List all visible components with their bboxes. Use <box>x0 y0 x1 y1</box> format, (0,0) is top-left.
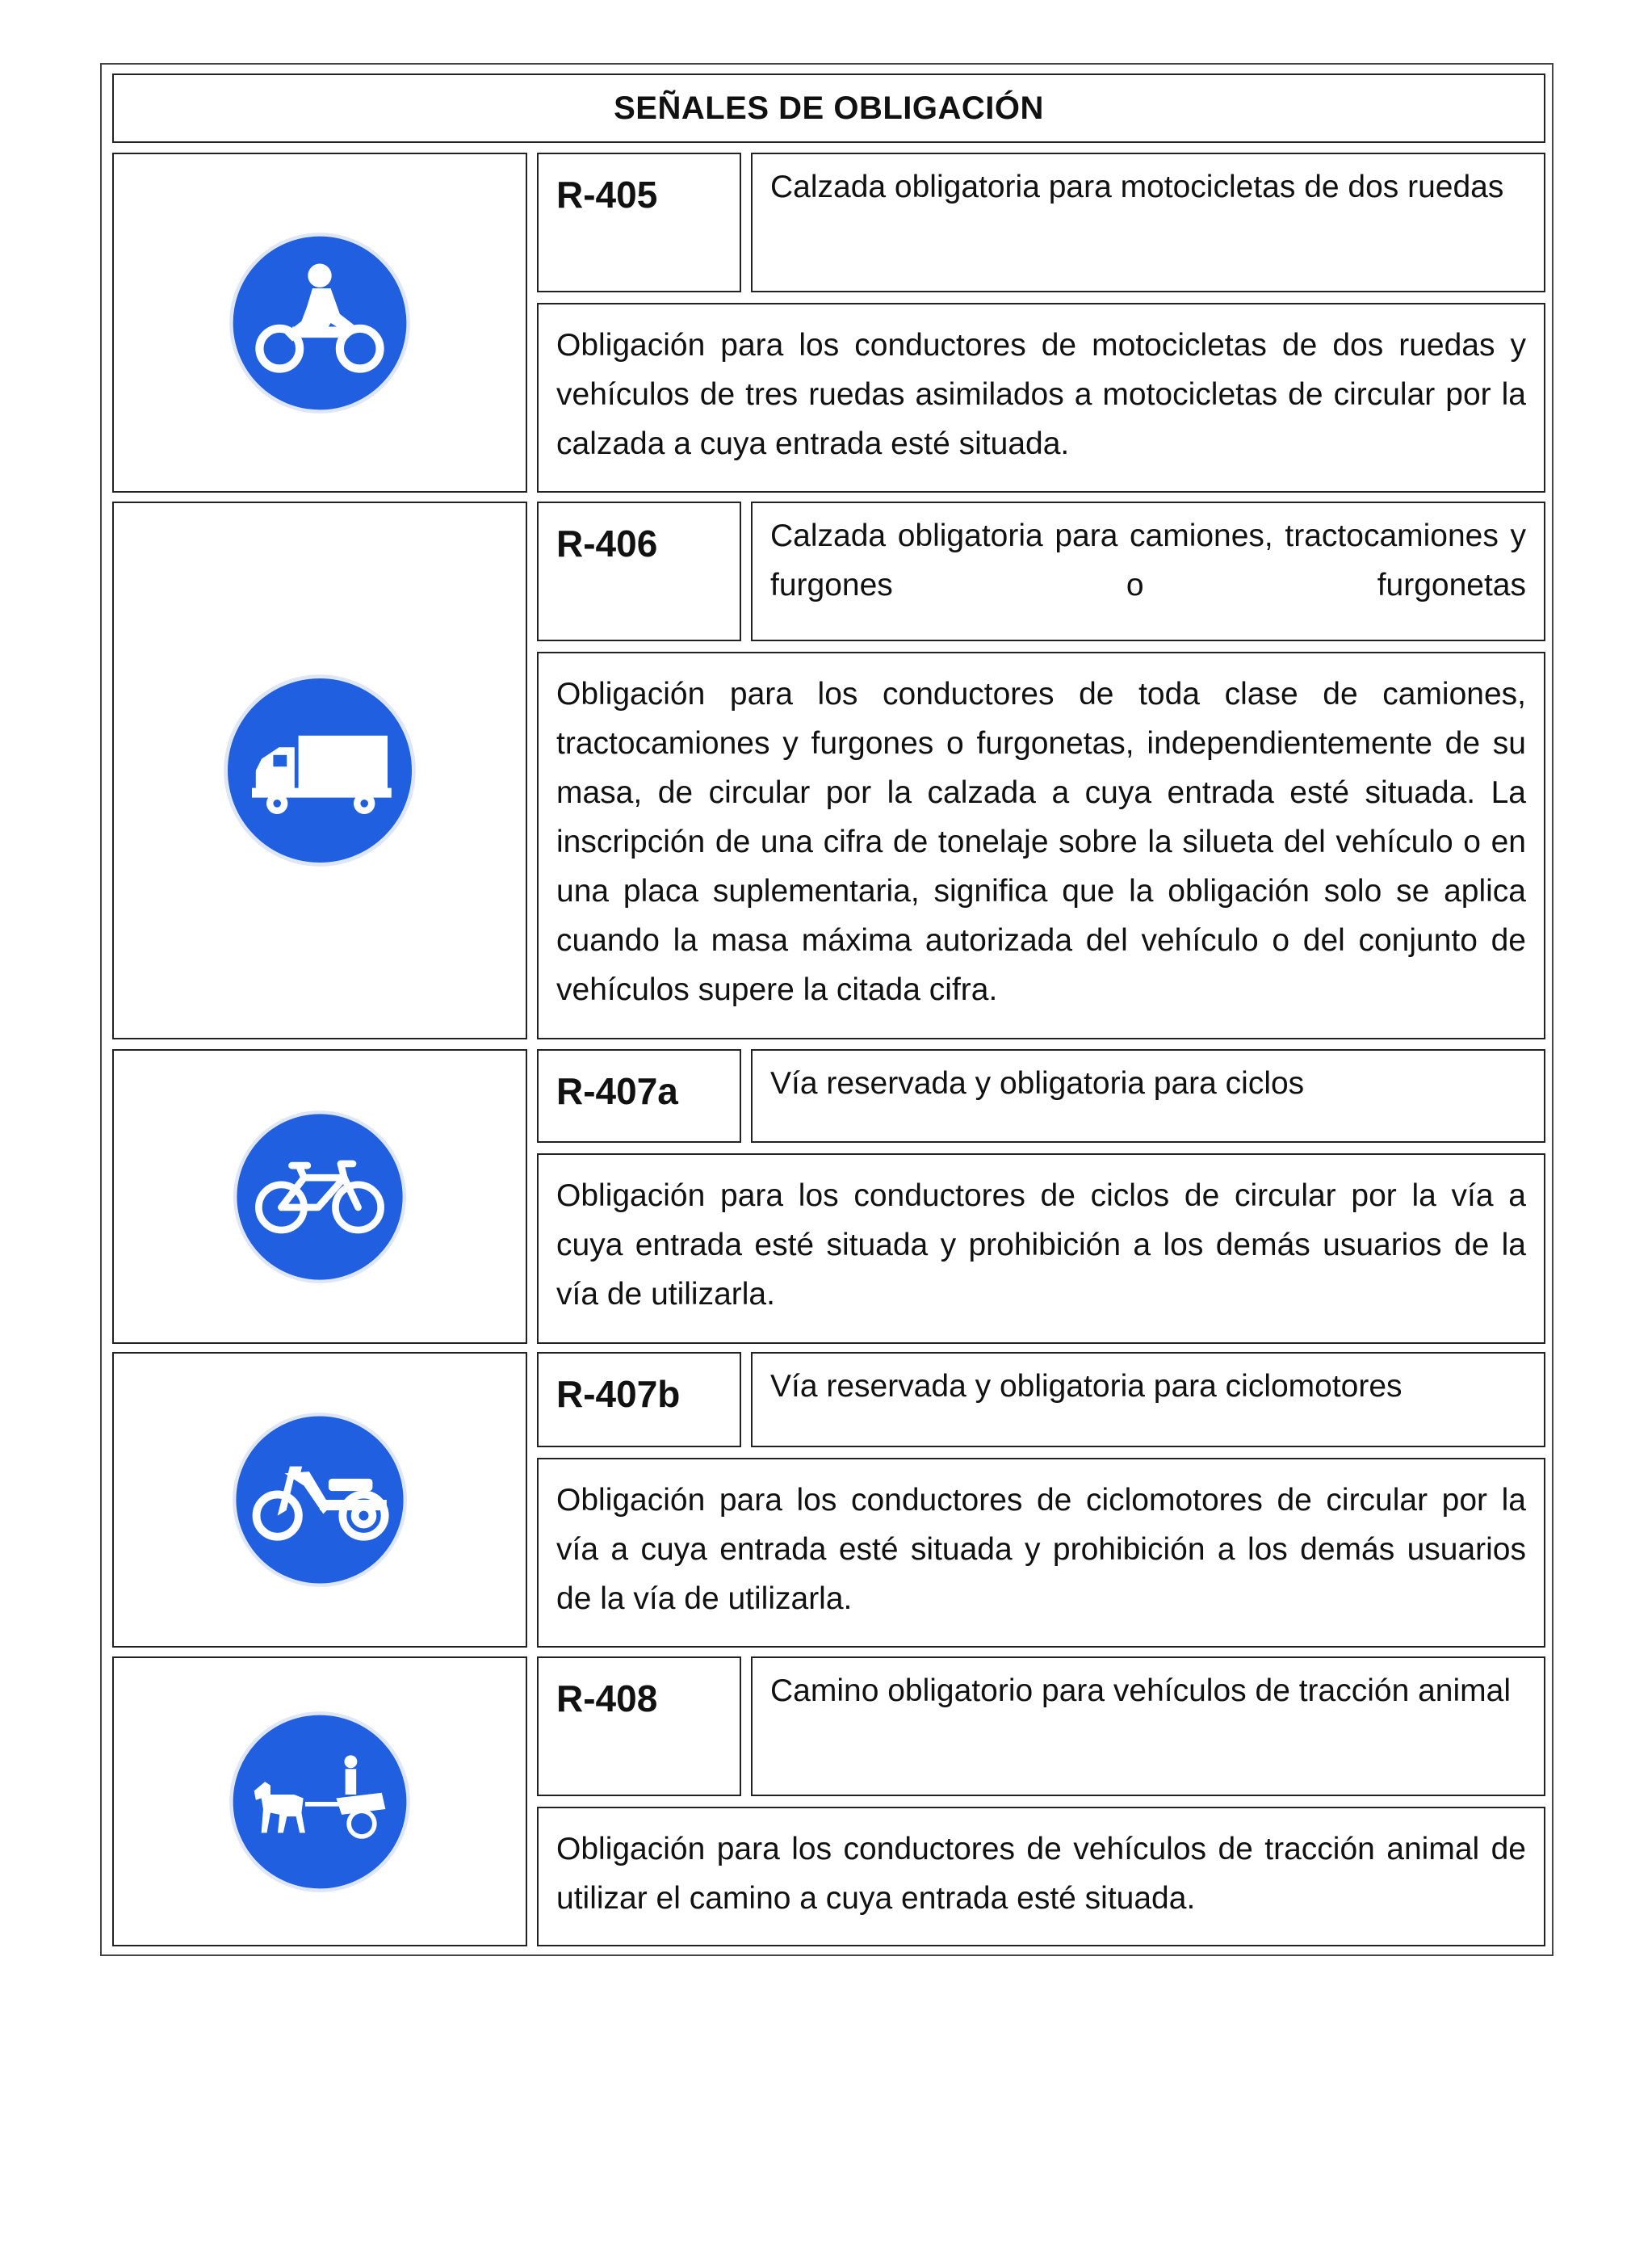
table-title: SEÑALES DE OBLIGACIÓN <box>112 73 1545 143</box>
sign-description: Obligación para los conductores de vehículos de tracción animal de utilizar el camino a cuya entrada esté situada. <box>537 1807 1545 1946</box>
sign-code: R-407a <box>537 1049 741 1143</box>
sign-image-cell <box>112 1352 527 1648</box>
sign-image-cell <box>112 153 527 493</box>
sign-name: Vía reservada y obligatoria para ciclos <box>751 1049 1545 1143</box>
sign-name: Camino obligatorio para vehículos de tracción animal <box>751 1656 1545 1796</box>
sign-description: Obligación para los conductores de motocicletas de dos ruedas y vehículos de tres ruedas asimilados a motocicletas de circular por la calzada a cuya entrada esté situada. <box>537 303 1545 493</box>
bicycle-icon <box>233 1110 407 1284</box>
horse-cart-icon <box>229 1711 411 1893</box>
moped-icon <box>232 1412 408 1588</box>
sign-name: Calzada obligatoria para motocicletas de dos ruedas <box>751 153 1545 292</box>
sign-description: Obligación para los conductores de ciclomotores de circular por la vía a cuya entrada esté situada y prohibición a los demás usuarios de la vía de utilizarla. <box>537 1458 1545 1648</box>
sign-image-cell <box>112 502 527 1039</box>
sign-code: R-407b <box>537 1352 741 1447</box>
sign-code: R-405 <box>537 153 741 292</box>
sign-description: Obligación para los conductores de ciclos de circular por la vía a cuya entrada esté situada y prohibición a los demás usuarios de la vía de utilizarla. <box>537 1153 1545 1344</box>
sign-image-cell <box>112 1049 527 1344</box>
sign-description: Obligación para los conductores de toda clase de camiones, tractocamiones y furgones o furgonetas, independientemente de su masa, de circular por la calzada a cuya entrada esté situada. La inscripción de una cifra de tonelaje sobre la silueta del vehículo o en una placa suplementaria, significa que la obligación solo se aplica cuando la masa máxima autorizada del vehículo o del conjunto de vehículos supere la citada cifra. <box>537 652 1545 1039</box>
sign-image-cell <box>112 1656 527 1946</box>
sign-name: Vía reservada y obligatoria para ciclomotores <box>751 1352 1545 1447</box>
truck-icon <box>223 674 417 867</box>
sign-name: Calzada obligatoria para camiones, tractocamiones y furgones o furgonetas <box>751 502 1545 641</box>
sign-code: R-408 <box>537 1656 741 1796</box>
sign-code: R-406 <box>537 502 741 641</box>
motorcycle-icon <box>229 232 411 414</box>
